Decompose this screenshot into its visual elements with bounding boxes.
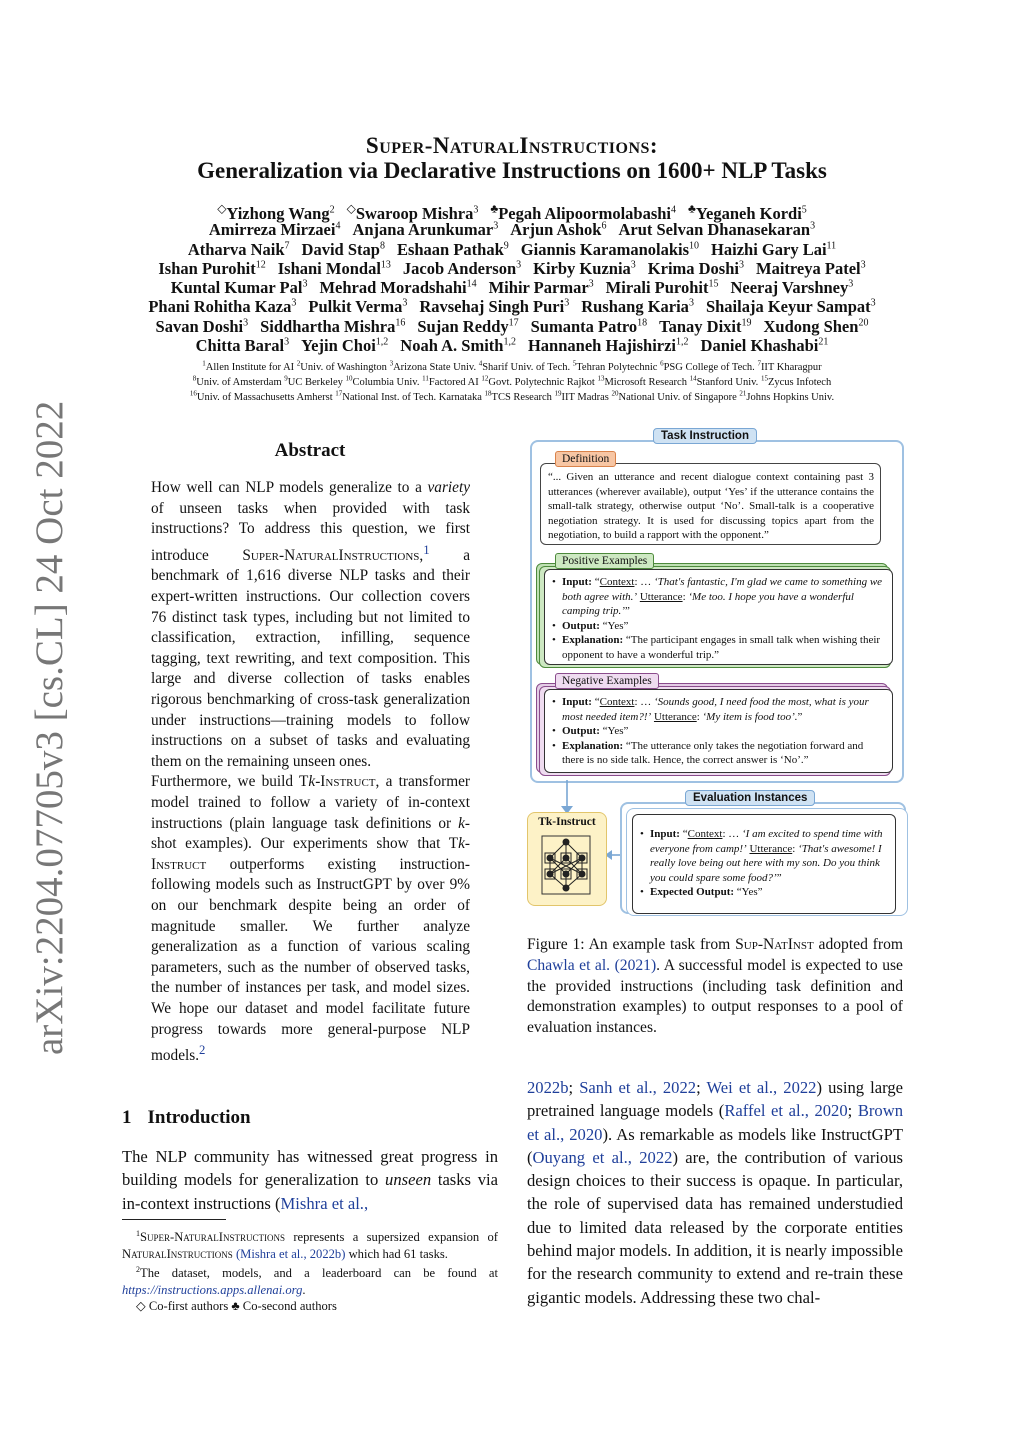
tk-instruct-label: Tk-Instruct [538,816,596,828]
author-name: Hannaneh Hajishirzi$^{1,2}$ [527,336,689,355]
author-name: Mehrad Moradshahi$^{14}$ [319,278,477,297]
author-name: Noah A. Smith$^{1,2}$ [400,336,516,355]
citation-link[interactable]: (Mishra et al., 2022b) [235,1246,346,1261]
author-line [100,220,924,240]
paper-title-line1: Super-NaturalInstructions: [365,133,659,158]
affiliation: $^{13}$Microsoft Research [597,374,690,388]
affiliation: $^{11}$Factored AI [422,374,482,388]
affiliation: $^1$Allen Institute for AI [202,359,297,373]
affiliation: $^{15}$Zycus Infotech [760,374,832,388]
author-name: ◇Swaroop Mishra$^3$ [346,201,479,223]
affiliation: $^8$Univ. of Amsterdam [192,374,285,388]
affiliation: $^6$PSG College of Tech. [660,359,758,373]
footnotes [122,1226,498,1314]
author-name: Arjun Ashok$^6$ [510,220,607,239]
author-name: Savan Doshi$^3$ [155,317,249,336]
affiliation-line [60,374,964,388]
affiliation-line [60,359,964,373]
author-name: Haizhi Gary Lai$^{11}$ [711,240,837,259]
author-name: Giannis Karamanolakis$^{10}$ [520,240,700,259]
author-name: Pulkit Verma$^3$ [308,297,408,316]
footnote-2: $^2$The dataset, models, and a leaderboard can be found at https://instructions.apps.allenai.org. [122,1265,498,1297]
affiliation: $^4$Sharif Univ. of Tech. [478,359,573,373]
author-name: Daniel Khashabi$^{21}$ [700,336,829,355]
author-name: Eshaan Pathak$^9$ [396,240,509,259]
citation-link[interactable]: Ouyang et al., 2022 [532,1147,673,1167]
affiliation: $^{21}$Johns Hopkins Univ. [739,389,835,403]
citation-link[interactable]: Brown et al., 2020 [527,1101,903,1144]
footnote-marks: ◇ Co-first authors ♣ Co-second authors [136,1299,337,1313]
evaluation-instances-label: Evaluation Instances [685,790,815,806]
author-name: Neeraj Varshney$^3$ [730,278,854,297]
footnote-divider [122,1219,226,1220]
author-name: Maitreya Patel$^3$ [756,259,866,278]
affiliation: $^{19}$IIT Madras [554,389,612,403]
citation-link[interactable]: Sanh et al., 2022 [579,1078,697,1097]
citation-link[interactable]: Chawla et al. (2021) [527,956,657,974]
author-name: Krima Doshi$^3$ [647,259,744,278]
neural-network-icon [537,834,595,896]
footnote-ref-1[interactable]: 1 [423,542,430,557]
affiliation: $^7$IIT Kharagpur [757,359,822,373]
author-name: Sumanta Patro$^{18}$ [530,317,648,336]
author-name: Sujan Reddy$^{17}$ [417,317,519,336]
author-name: Arut Selvan Dhanasekaran$^3$ [618,220,816,239]
citation-link[interactable]: 2022b [527,1078,569,1097]
author-line [100,259,924,279]
author-name: Anjana Arunkumar$^3$ [352,220,499,239]
author-name: Xudong Shen$^{20}$ [763,317,869,336]
section-heading-introduction: 1 Introduction [122,1107,251,1128]
intro-body: The NLP community has witnessed great progress in building models for generalization to unseen tasks via in-context instructions (Mishra et al., [122,1147,498,1213]
author-name: Phani Rohitha Kaza$^3$ [148,297,297,316]
author-name: ◇Yizhong Wang$^2$ [217,201,335,223]
right-column-body: 2022b; Sanh et al., 2022; Wei et al., 2022) using large pretrained language models (Raffel et al., 2020; Brown et al., 2020). As remarkable as models like InstructGPT (Ouyang et al., 2022) are, the contribution of various design choices to their success is opaque. In particular, the role of supervised data has remained understudied due to limited data released by the corporate entities behind major models. In addition, it is nearly impossible for the research community to extend and re-train these gigantic models. Addressing these two chal- [527,1078,904,1307]
author-name: Yejin Choi$^{1,2}$ [301,336,389,355]
author-name: ♣Pegah Alipoormolabashi$^4$ [490,201,677,223]
affiliation-line [60,389,964,403]
author-name: Ishani Mondal$^{13}$ [277,259,391,278]
author-name: Shailaja Keyur Sampat$^3$ [705,297,876,316]
author-line [100,278,924,298]
abstract-paragraph-2: Furthermore, we build Tk-Instruct, a transformer model trained to follow a variety of in-context instructions (plain language task definitions or k-shot examples). Our experiments show that Tk-Instruct outperforms existing instruction-following models such as InstructGPT by over 9% on our benchmark despite being an order of magnitude smaller. We further analyze generalization as a function of various scaling parameters, such as the number of observed tasks, the number of instances per task, and model sizes. We hope our dataset and model facilitate future progress towards more general-purpose NLP models.$^2$ [151,773,470,1065]
affiliation: $^2$Univ. of Washington [296,359,390,373]
author-name: Atharva Naik$^7$ [187,240,290,259]
abstract-paragraph-1: How well can NLP models generalize to a variety of unseen tasks when provided with task instructions? To address this question, we first introduce Super-NaturalInstructions,$^1$ a benchmark of 1,616 diverse NLP tasks and their expert-written instructions. Our collection covers 76 distinct task types, including but not limited to classification, extraction, infilling, sequence tagging, text rewriting, and text composition. This large and diverse collection of tasks enables rigorous benchmarking of cross-task generalization under instructions—training models to follow instructions on a subset of tasks and evaluating them on the remaining unseen ones. [151,479,470,770]
author-name: Mihir Parmar$^3$ [488,278,594,297]
evaluation-instance-box: • Input: “Context: … ‘I am excited to spend time with everyone from camp!’ Utterance: ‘That's awesome! I really love being out here with my son. Do you think you could spare some food?’” • Expected Output: “Yes” [632,814,896,914]
affiliation: $^{14}$Stanford Univ. [689,374,761,388]
negative-examples-label: Negative Examples [555,673,659,689]
task-instruction-label: Task Instruction [653,428,757,444]
author-name: Ishan Purohit$^{12}$ [158,259,266,278]
author-line [100,240,924,260]
footnote-ref-2[interactable]: 2 [199,1043,206,1058]
affiliation: $^5$Tehran Polytechnic [572,359,661,373]
author-name: Siddhartha Mishra$^{16}$ [260,317,406,336]
affiliation: $^{18}$TCS Research [484,389,555,403]
url-link[interactable]: https://instructions.apps.allenai.org [122,1282,303,1297]
footnote-1: $^1$Super-NaturalInstructions represents a supersized expansion of NaturalInstructions (Mishra et al., 2022b) which had 61 tasks. [122,1229,498,1261]
positive-example-box: • Input: “Context: … ‘That's fantastic, I'm glad we came to something we both agree with.’ Utterance: ‘Me too. I hope you have a wonderful camping trip.’” • Output: “Yes” • Explanation: “The participant engages in small talk when wishing their opponent to have a wonderful trip.” [544,569,893,665]
abstract-heading: Abstract [274,440,346,461]
author-line [100,297,924,317]
author-name: Kirby Kuznia$^3$ [533,259,636,278]
definition-box: “... Given an utterance and recent dialogue context containing past 3 utterances (wherever available), output ‘Yes’ if the utterance contains the small-talk strategy, otherwise output ‘No’. Small-talk is a cooperative negotiation strategy. It is used for discussing topics apart from the negotiation, to build a rapport with the opponent.” [540,463,881,545]
author-name: ♣Yeganeh Kordi$^5$ [688,201,807,223]
affiliation: $^{20}$National Univ. of Singapore [611,389,740,403]
paper-title-line2: Generalization via Declarative Instructions on 1600+ NLP Tasks [197,158,827,183]
abstract-body [151,478,470,1067]
author-name: Rushang Karia$^3$ [581,297,694,316]
affiliation: $^{10}$Columbia Univ. [345,374,423,388]
affiliation: $^9$UC Berkeley [284,374,346,388]
author-name: Ravsehaj Singh Puri$^3$ [419,297,570,316]
citation-link[interactable]: Wei et al., 2022 [706,1078,817,1097]
author-name: Amirreza Mirzaei$^4$ [208,220,341,239]
author-name: Chitta Baral$^3$ [195,336,290,355]
club-icon: ♣ [231,1299,240,1313]
negative-example-box: • Input: “Context: … ‘Sounds good, I need food the most, what is your most needed item?!’ Utterance: ‘My item is food too’.” • Output: “Yes” • Explanation: “The utterance only takes the negotiation forward and there is no side talk. Hence, the correct answer is ‘No’.” [544,689,893,773]
author-name: Kuntal Kumar Pal$^3$ [170,278,308,297]
author-name: Tanay Dixit$^{19}$ [659,317,752,336]
affiliation: $^{17}$National Inst. of Tech. Karnataka [335,389,485,403]
arxiv-stamp: arXiv:2204.07705v3 [cs.CL] 24 Oct 2022 [28,400,71,1055]
dataset-name: Super-NaturalInstructions, [242,546,424,564]
affiliation: $^3$Arizona State Univ. [389,359,479,373]
author-name: Mirali Purohit$^{15}$ [605,278,719,297]
author-name: David Stap$^8$ [301,240,385,259]
affiliation: $^{16}$Univ. of Massachusetts Amherst [189,389,336,403]
author-line [100,336,924,356]
figure-caption: Figure 1: An example task from Sup-NatInst adopted from Chawla et al. (2021). A successful model is expected to use the provided instructions (including task definition and demonstration examples) to output responses to a pool of evaluation instances. [527,936,903,1037]
affiliation: $^{12}$Govt. Polytechnic Rajkot [481,374,598,388]
positive-examples-label: Positive Examples [555,553,654,569]
citation-link[interactable]: Mishra et al., [280,1193,369,1213]
author-line [100,317,924,337]
definition-label: Definition [555,451,616,467]
author-name: Jacob Anderson$^3$ [402,259,522,278]
citation-link[interactable]: Raffel et al., 2020 [724,1101,848,1121]
